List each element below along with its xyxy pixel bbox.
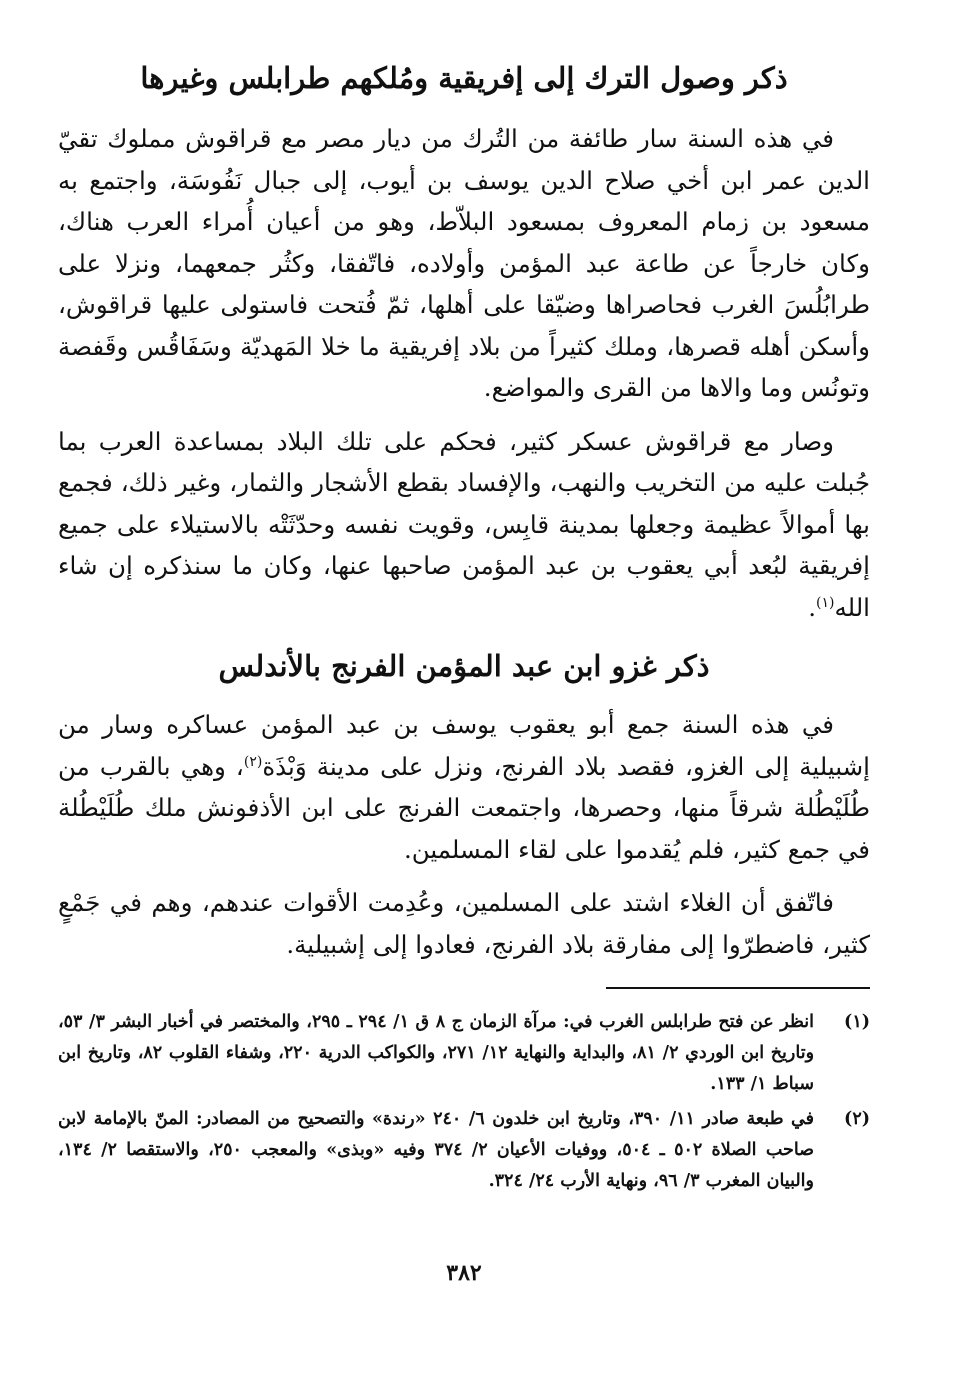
footnote-marker-2[interactable]: (٢): [243, 753, 263, 770]
document-page: [58, 52, 870, 1352]
footnote-2: [58, 1104, 870, 1197]
footnote-number: (١): [844, 1012, 870, 1032]
paragraph-4: فاتّفق أن الغلاء اشتد على المسلمين، وعُدِمت الأقوات عندهم، وهم في جَمْعٍ كثير، فاضطرّوا إلى مفارقة بلاد الفرنج، فعادوا إلى إشبيلية.: [58, 888, 870, 959]
footnote-1: [58, 1007, 870, 1100]
footnote-text: انظر عن فتح طرابلس الغرب في: مرآة الزمان ج ٨ ق ١/ ٢٩٤ ـ ٢٩٥، والمختصر في أخبار البشر ٣/ ٥٣، وتاريخ ابن الوردي ٢/ ٨١، والبداية والنهاية ١٢/ ٢٧١، والكواكب الدرية ٢٢٠، وشفاء القلوب ٨٢، وتاريخ ابن سباط ١/ ١٣٣.: [58, 1012, 815, 1094]
page-number: ٣٨٢: [446, 1260, 482, 1286]
footnote-text: في طبعة صادر ١١/ ٣٩٠، وتاريخ ابن خلدون ٦/ ٢٤٠ «رندة» والتصحيح من المصادر: المنّ بالإمامة لابن صاحب الصلاة ٥٠٢ ـ ٥٠٤، ووفيات الأعيان ٢/ ٣٧٤ وفيه «وبذى» والمعجب ٢٥٠، والاستقصا ٢/ ١٣٤، والبيان المغرب ٣/ ٩٦، ونهاية الأرب ٢٤/ ٣٢٤.: [58, 1109, 815, 1191]
footnote-marker-1[interactable]: (١): [816, 594, 835, 611]
paragraph-2-text: وصار مع قراقوش عسكر كثير، فحكم على تلك البلاد بمساعدة العرب بما جُبلت عليه من التخريب والنهب، والإفساد بقطع الأشجار والثمار، وغير ذلك، فجمع بها أموالاً عظيمة وجعلها بمدينة قابِس، وقويت نفسه وحدّثَتْه بالاستيلاء على جميع إفريقية لبُعد أبي يعقوب بن عبد المؤمن صاحبها عنها، وكان ما سنذكره إن شاء الله: [58, 426, 870, 622]
paragraph-3-rest: ، وهي بالقرب من طُلَيْطُلة شرقاً منها، وحصرها، واجتمعت الفرنج على ابن الأذفونش ملك طُلَيْطُلة في جمع كثير، فلم يُقدموا على لقاء المسلمين.: [58, 751, 870, 864]
paragraph-3: [58, 704, 870, 870]
paragraph-3-text: في هذه السنة جمع أبو يعقوب يوسف بن عبد المؤمن عساكره وسار من إشبيلية إلى الغزو، فقصد بلاد الفرنج، ونزل على مدينة وَبْذَة: [58, 710, 870, 781]
footnote-number: (٢): [844, 1109, 870, 1129]
paragraph-2: [58, 421, 870, 629]
footnote-separator: [606, 987, 870, 989]
footnotes: [58, 1007, 870, 1197]
section-heading-turks-ifriqiya: ذكر وصول الترك إلى إفريقية ومُلكهم طرابلس وغيرها: [140, 61, 788, 95]
paragraph-2-end: .: [808, 592, 816, 622]
section-heading-andalus-campaign: ذكر غزو ابن عبد المؤمن الفرنج بالأندلس: [218, 649, 710, 683]
paragraph-1: في هذه السنة سار طائفة من التُرك من ديار مصر مع قراقوش مملوك تقيّ الدين عمر ابن أخي صلاح الدين يوسف بن أيوب، إلى جبال نَفُوسَة، واجتمع به مسعود بن زمام المعروف بمسعود البلاّط، وهو من أعيان أُمراء العرب هناك، وكان خارجاً عن طاعة عبد المؤمن وأولاده، فاتّفقا، وكثُر جمعهما، ونزلا على طرابُلُسَ الغرب فحاصراها وضيّقا على أهلها، ثمّ فُتحت فاستولى عليها قراقوش، وأسكن أهله قصرها، وملك كثيراً من بلاد إفريقية ما خلا المَهديّة وسَفَاقُس وقَفصة وتونُس وما والاها من القرى والمواضع.: [58, 124, 870, 402]
